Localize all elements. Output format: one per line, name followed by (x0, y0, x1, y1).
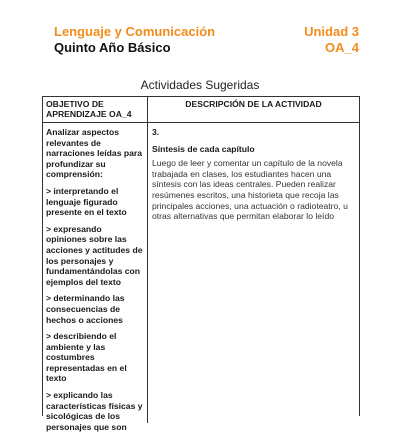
description-column-header: DESCRIPCIÓN DE LA ACTIVIDAD (185, 99, 322, 109)
section-title: Actividades Sugeridas (140, 78, 260, 92)
objective-item: > expresando opiniones sobre las acciones y actitudes de los personajes y fundamentándolas con ejemplos del texto (46, 223, 143, 287)
activity-description: Luego de leer y comentar un capítulo de la novela trabajada en clases, los estudiantes hacen una síntesis con las ideas centrales. Pueden realizar resúmenes escritos, una historieta que recoja las principales acciones, una actuación o radioteatro, u otras alternativas que permitan elaborar lo leído (152, 158, 348, 222)
objective-item: > determinando las consecuencias de hechos o acciones (46, 293, 125, 325)
header-row-bottom (54, 40, 359, 56)
page-header (54, 24, 359, 56)
table-header (43, 97, 359, 123)
subject-title: Lenguaje y Comunicación (54, 24, 216, 39)
activities-table (42, 96, 360, 432)
objective-item: > explicando las características físicas y sicológicas de los personajes que son (46, 390, 143, 432)
activity-title: Síntesis de cada capítulo (152, 143, 255, 154)
objective-column-header: OBJETIVO DE APRENDIZAJE OA_4 (43, 97, 148, 122)
objective-item: > describiendo el ambiente y las costumbres representadas en el texto (46, 331, 127, 384)
unit-label: Unidad 3 (304, 24, 359, 39)
objective-intro: Analizar aspectos relevantes de narraciones leídas para profundizar su comprensión: (46, 127, 143, 180)
header-row-top (54, 24, 359, 40)
objective-code: OA_4 (325, 40, 359, 55)
objective-cell (43, 123, 148, 432)
table-body (43, 123, 359, 432)
grade-title: Quinto Año Básico (54, 40, 171, 55)
activity-number: 3. (152, 127, 160, 137)
objective-item: > interpretando el lenguaje figurado presente en el texto (46, 185, 127, 218)
activity-cell (148, 123, 359, 423)
